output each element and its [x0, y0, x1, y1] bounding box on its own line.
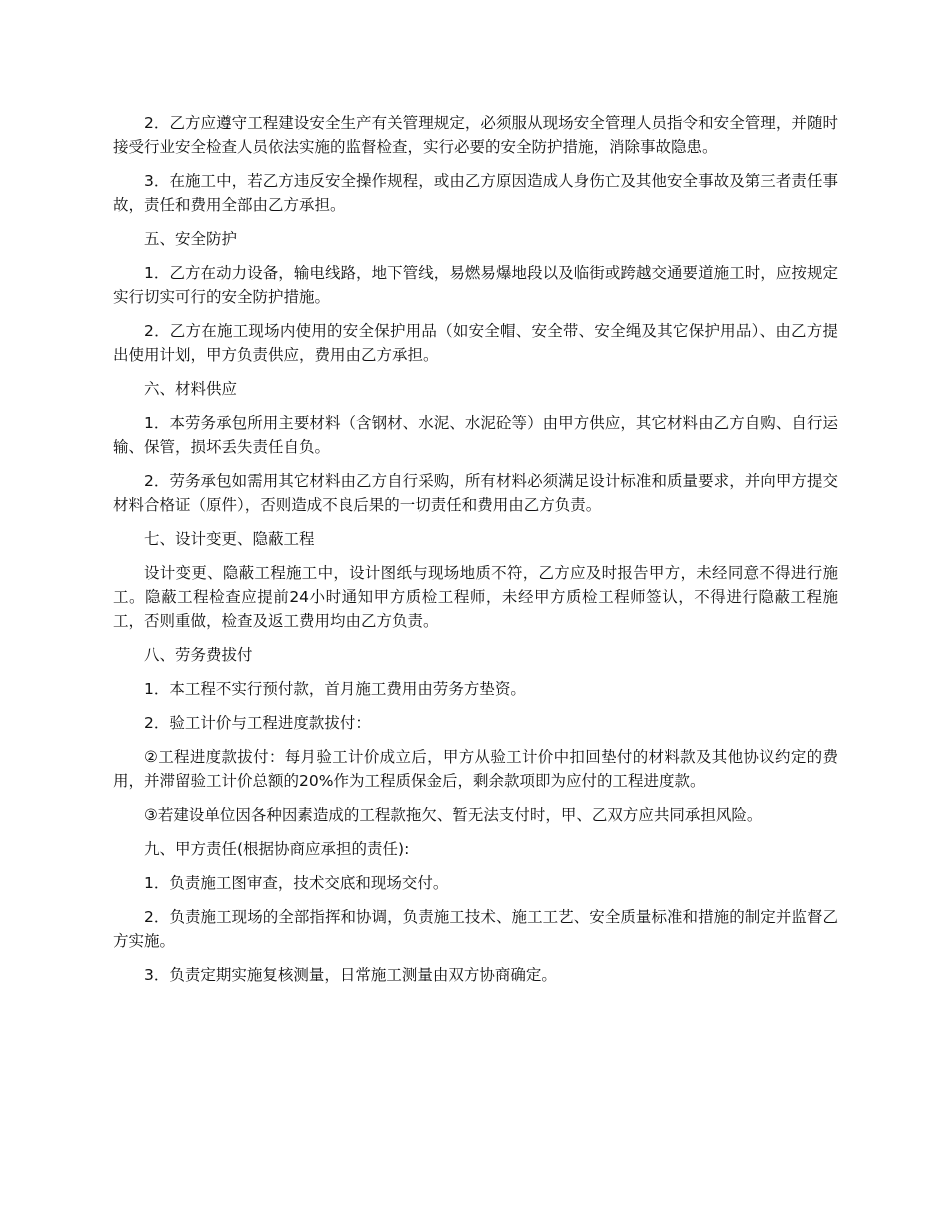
paragraph-protection-measures: 1．乙方在动力设备，输电线路，地下管线，易燃易爆地段以及临街或跨越交通要道施工时，应按规定实行切实可行的安全防护措施。: [113, 264, 838, 306]
paragraph-safety-liability: 3．在施工中，若乙方违反安全操作规程，或由乙方原因造成人身伤亡及其他安全事故及第三者责任事故，责任和费用全部由乙方承担。: [113, 172, 838, 214]
paragraph-drawing-review: 1．负责施工图审查，技术交底和现场交付。: [144, 874, 449, 892]
section-heading-labor-payment: 八、劳务费拔付: [144, 646, 253, 664]
paragraph-protective-equipment: 2．乙方在施工现场内使用的安全保护用品（如安全帽、安全带、安全绳及其它保护用品）、由乙方提出使用计划，甲方负责供应，费用由乙方承担。: [113, 322, 838, 364]
paragraph-progress-payment: ②工程进度款拔付：每月验工计价成立后，甲方从验工计价中扣回垫付的材料款及其他协议约定的费用，并滞留验工计价总额的20%作为工程质保金后，剩余款项即为应付的工程进度款。: [113, 748, 838, 790]
paragraph-design-change: 设计变更、隐蔽工程施工中，设计图纸与现场地质不符，乙方应及时报告甲方，未经同意不得进行施工。隐蔽工程检查应提前24小时通知甲方质检工程师，未经甲方质检工程师签认，不得进行隐蔽工程施工，否则重做，检查及返工费用均由乙方负责。: [113, 564, 838, 630]
paragraph-no-advance-payment: 1．本工程不实行预付款，首月施工费用由劳务方垫资。: [144, 680, 526, 698]
section-heading-design-change: 七、设计变更、隐蔽工程: [144, 530, 315, 548]
paragraph-other-materials: 2．劳务承包如需用其它材料由乙方自行采购，所有材料必须满足设计标准和质量要求，并向甲方提交材料合格证（原件），否则造成不良后果的一切责任和费用由乙方负责。: [113, 472, 838, 514]
paragraph-survey-check: 3．负责定期实施复核测量，日常施工测量由双方协商确定。: [144, 966, 557, 984]
section-heading-safety-protection: 五、安全防护: [144, 230, 238, 248]
section-heading-material-supply: 六、材料供应: [144, 380, 238, 398]
paragraph-safety-rules: 2．乙方应遵守工程建设安全生产有关管理规定，必须服从现场安全管理人员指令和安全管理，并随时接受行业安全检查人员依法实施的监督检查，实行必要的安全防护措施，消除事故隐患。: [113, 114, 838, 156]
section-heading-party-a-duties: 九、甲方责任(根据协商应承担的责任):: [144, 840, 410, 858]
paragraph-valuation-payment: 2．验工计价与工程进度款拔付：: [144, 714, 371, 732]
paragraph-main-materials: 1．本劳务承包所用主要材料（含钢材、水泥、水泥砼等）由甲方供应，其它材料由乙方自购、自行运输、保管，损坏丢失责任自负。: [113, 414, 838, 456]
paragraph-payment-risk: ③若建设单位因各种因素造成的工程款拖欠、暂无法支付时，甲、乙双方应共同承担风险。: [144, 806, 763, 824]
paragraph-site-command: 2．负责施工现场的全部指挥和协调，负责施工技术、施工工艺、安全质量标准和措施的制定并监督乙方实施。: [113, 908, 838, 950]
document-body: [113, 111, 838, 997]
